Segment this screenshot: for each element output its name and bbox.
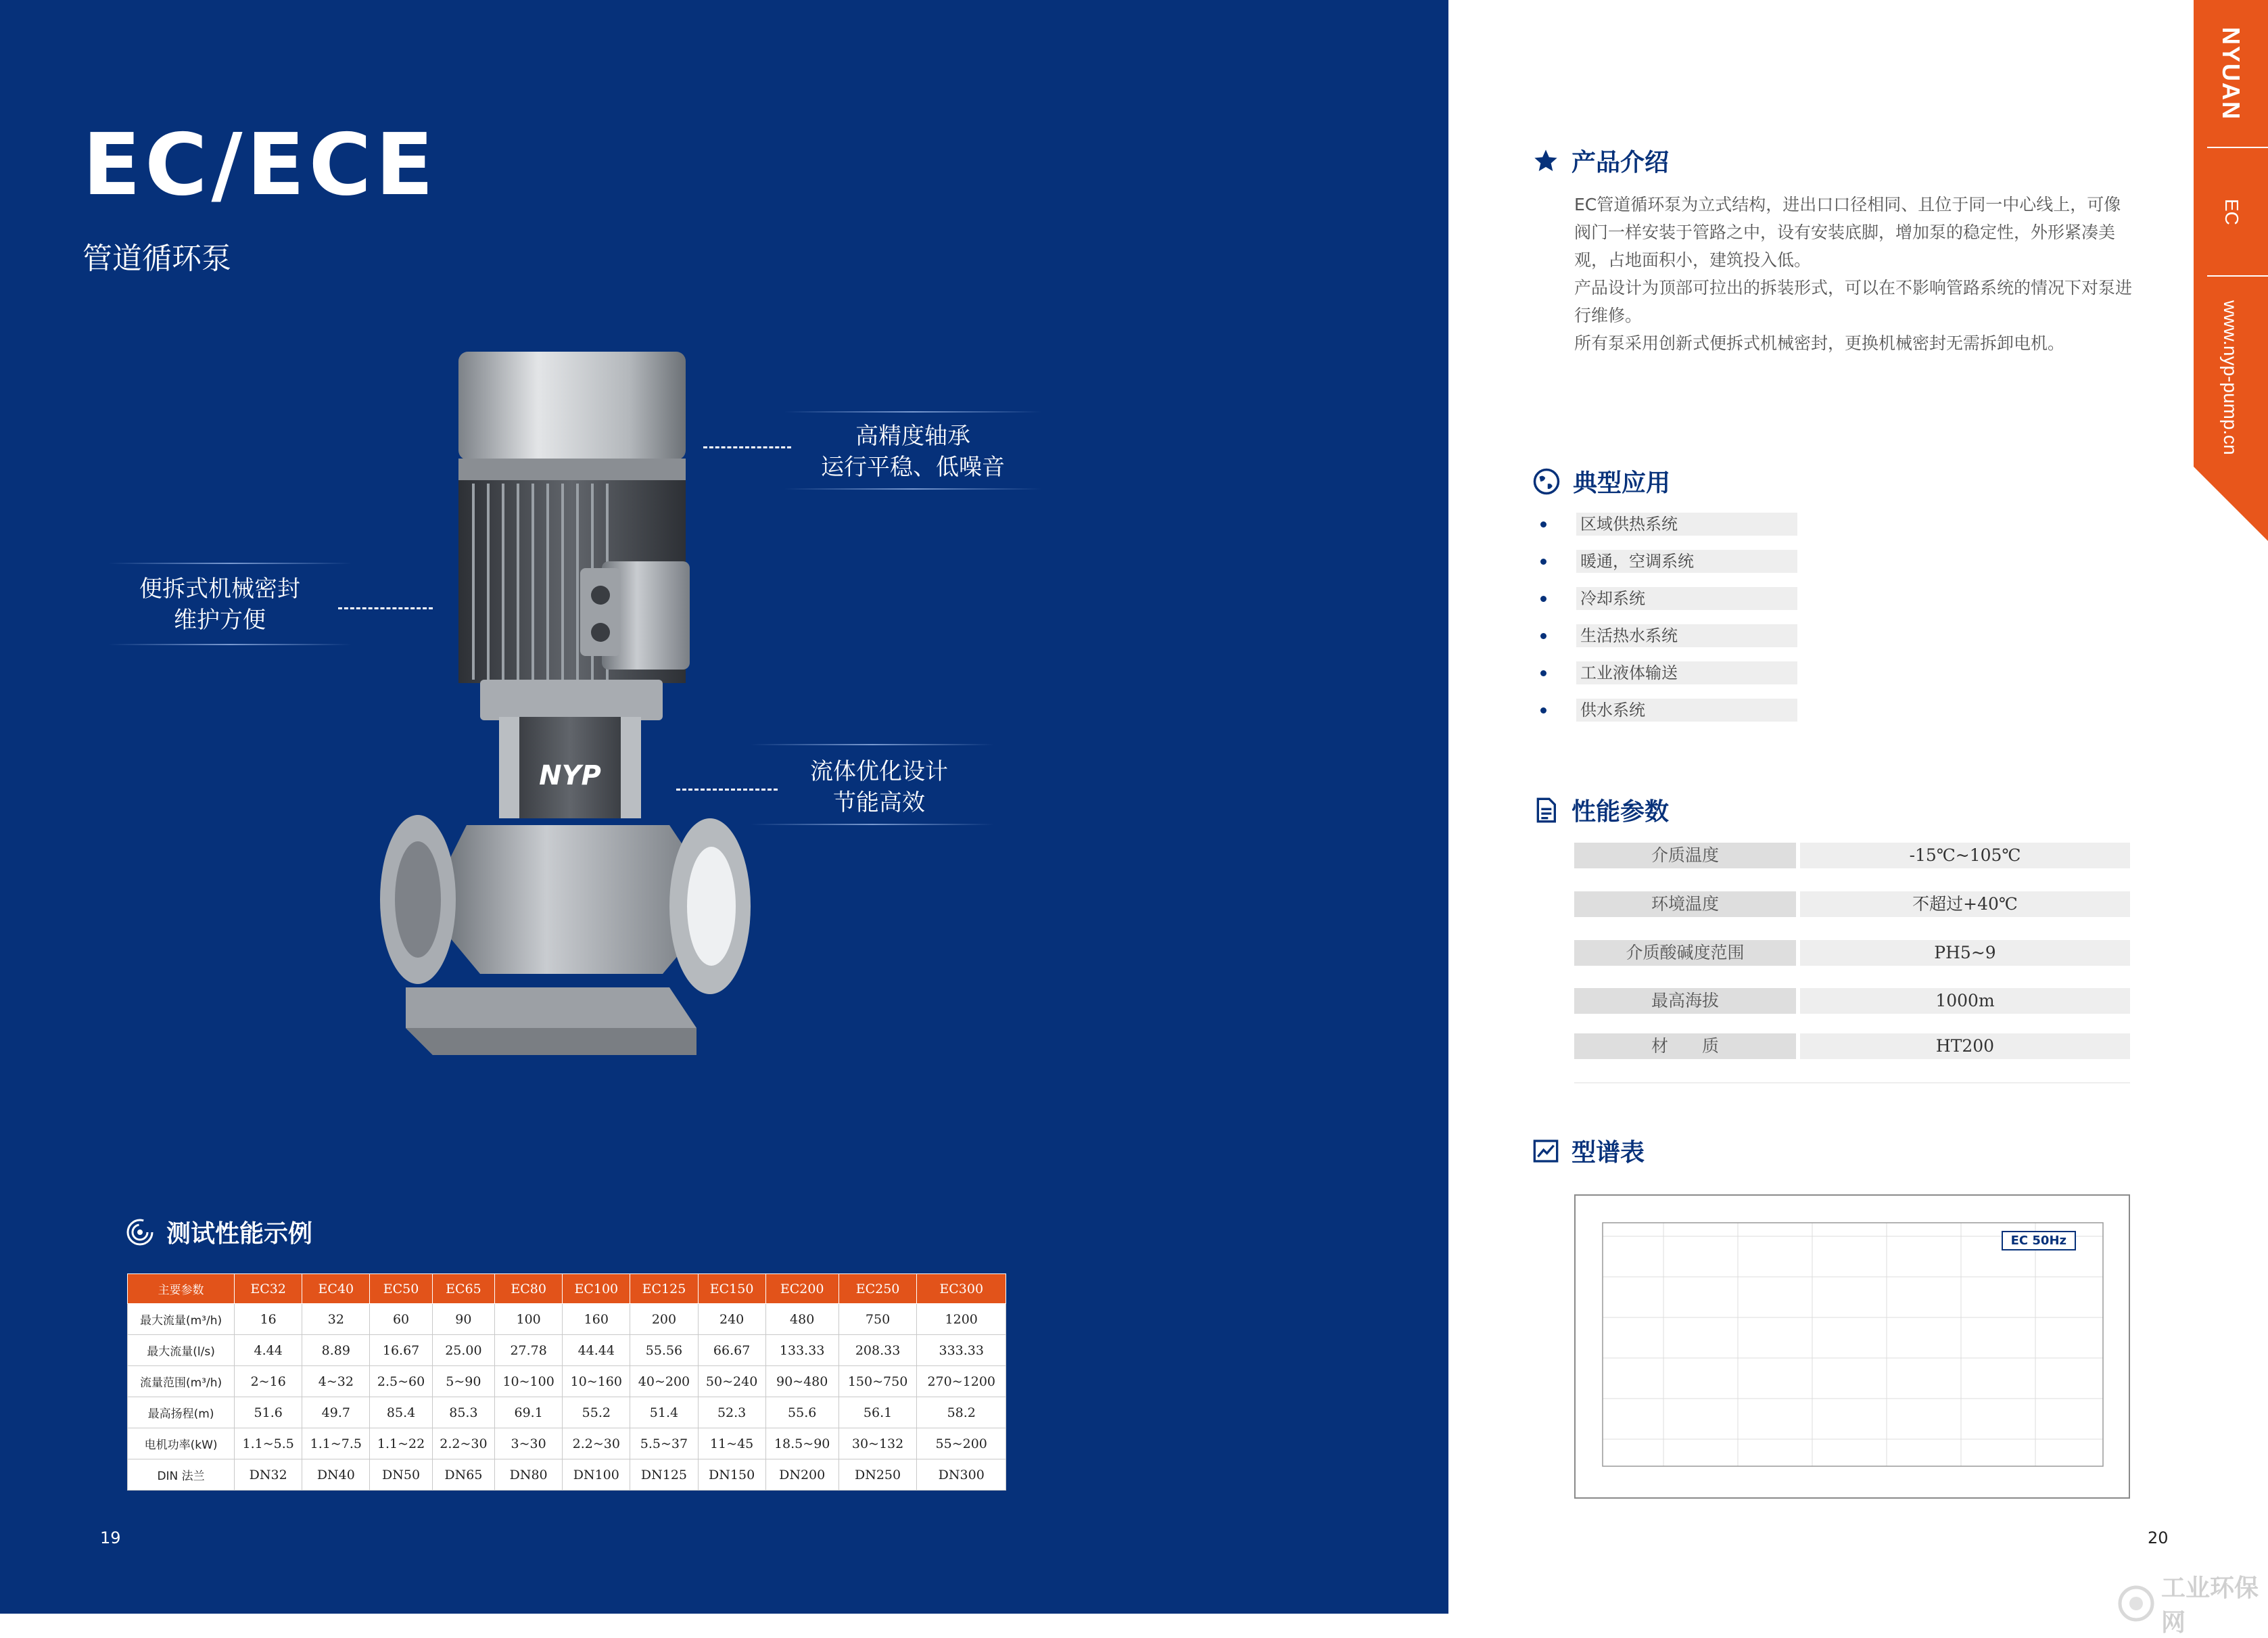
table-row: [128, 1428, 1006, 1459]
parameter-row: [1574, 843, 2130, 868]
page-number-left: 19: [100, 1528, 121, 1547]
table-cell: 51.6: [235, 1397, 302, 1428]
table-cell: DN200: [765, 1459, 838, 1491]
test-section-heading: [126, 1215, 312, 1249]
table-cell: 25.00: [432, 1335, 494, 1366]
application-label: 生活热水系统: [1576, 624, 1797, 647]
table-cell: 56.1: [838, 1397, 917, 1428]
table-row-label: DIN 法兰: [128, 1459, 235, 1491]
table-row-label: 流量范围(m³/h): [128, 1366, 235, 1397]
table-header-cell: EC32: [235, 1274, 302, 1304]
table-cell: 8.89: [302, 1335, 370, 1366]
callout-divider: [108, 563, 352, 564]
table-cell: 60: [370, 1304, 432, 1335]
bullet-icon: [1540, 670, 1546, 676]
table-cell: DN100: [563, 1459, 630, 1491]
pump-brand-logo: NYP: [539, 760, 601, 791]
table-cell: DN150: [698, 1459, 765, 1491]
table-body: [128, 1304, 1006, 1491]
parameter-value: PH5~9: [1800, 940, 2130, 966]
parameter-row: [1574, 891, 2130, 917]
application-item: [1540, 587, 1797, 610]
parameter-value: -15℃~105℃: [1800, 843, 2130, 868]
parameter-value: HT200: [1800, 1033, 2130, 1059]
test-section-title: 测试性能示例: [166, 1220, 313, 1248]
table-cell: 85.4: [370, 1397, 432, 1428]
chart-badge: EC 50Hz: [2002, 1231, 2076, 1250]
application-label: 供水系统: [1576, 699, 1797, 722]
parameters-divider: [1574, 1082, 2130, 1083]
table-cell: 30~132: [838, 1428, 917, 1459]
table-row: [128, 1335, 1006, 1366]
intro-body: [1574, 191, 2135, 357]
table-cell: DN40: [302, 1459, 370, 1491]
parameter-label: 介质温度: [1574, 843, 1796, 868]
table-cell: 10~160: [563, 1366, 630, 1397]
applications-title: 典型应用: [1573, 469, 1671, 497]
bullet-icon: [1540, 633, 1546, 639]
tab-series: EC: [2221, 199, 2242, 225]
table-row-label: 电机功率(kW): [128, 1428, 235, 1459]
table-header-cell: EC300: [917, 1274, 1006, 1304]
table-cell: 480: [765, 1304, 838, 1335]
table-cell: 16: [235, 1304, 302, 1335]
table-cell: DN50: [370, 1459, 432, 1491]
callout-divider: [784, 488, 1041, 490]
table-header-cell: EC50: [370, 1274, 432, 1304]
table-cell: 270~1200: [917, 1366, 1006, 1397]
table-cell: 18.5~90: [765, 1428, 838, 1459]
watermark: [2118, 1569, 2268, 1638]
applications-heading: [1532, 464, 1670, 498]
application-label: 区域供热系统: [1576, 513, 1797, 536]
table-cell: 150~750: [838, 1366, 917, 1397]
table-cell: 1.1~22: [370, 1428, 432, 1459]
table-cell: 1200: [917, 1304, 1006, 1335]
table-cell: 90~480: [765, 1366, 838, 1397]
table-cell: 2~16: [235, 1366, 302, 1397]
callout-divider: [751, 824, 994, 825]
parameter-label: 材 质: [1574, 1033, 1796, 1059]
spectrum-chart-frame: [1574, 1194, 2130, 1499]
parameter-value: 不超过+40℃: [1800, 891, 2130, 917]
trend-chart-icon: [1532, 1138, 1559, 1165]
table-header-cell: EC125: [630, 1274, 698, 1304]
table-cell: DN125: [630, 1459, 698, 1491]
table-cell: 5.5~37: [630, 1428, 698, 1459]
table-header-cell: EC40: [302, 1274, 370, 1304]
spiral-icon: [126, 1218, 154, 1246]
bullet-icon: [1540, 521, 1546, 528]
application-label: 暖通，空调系统: [1576, 550, 1797, 573]
table-cell: 69.1: [495, 1397, 563, 1428]
table-header-cell: 主要参数: [128, 1274, 235, 1304]
intro-title: 产品介绍: [1572, 149, 1670, 177]
table-cell: 27.78: [495, 1335, 563, 1366]
parameter-value: 1000m: [1800, 988, 2130, 1014]
parameter-label: 介质酸碱度范围: [1574, 940, 1796, 966]
intro-paragraph: 所有泵采用创新式便拆式机械密封，更换机械密封无需拆卸电机。: [1574, 333, 2065, 353]
product-title: EC/ECE: [82, 115, 438, 214]
table-cell: 5~90: [432, 1366, 494, 1397]
parameter-row: [1574, 1033, 2130, 1059]
callout-fluid: [764, 756, 994, 818]
table-header-row: [128, 1274, 1006, 1304]
table-cell: 100: [495, 1304, 563, 1335]
callout-seal-line1: 便拆式机械密封: [139, 576, 300, 603]
table-cell: 55.2: [563, 1397, 630, 1428]
parameter-label: 最高海拔: [1574, 988, 1796, 1014]
application-item: [1540, 699, 1797, 722]
callout-fluid-line1: 流体优化设计: [810, 758, 948, 785]
table-cell: DN65: [432, 1459, 494, 1491]
callout-bearing: [798, 421, 1028, 483]
bullet-icon: [1540, 559, 1546, 565]
table-cell: 11~45: [698, 1428, 765, 1459]
table-header-cell: EC80: [495, 1274, 563, 1304]
table-cell: DN32: [235, 1459, 302, 1491]
document-icon: [1532, 797, 1559, 824]
table-row-label: 最大流量(l/s): [128, 1335, 235, 1366]
performance-table: [127, 1273, 1006, 1491]
globe-icon: [1532, 467, 1561, 496]
table-cell: 1.1~5.5: [235, 1428, 302, 1459]
table-cell: 66.67: [698, 1335, 765, 1366]
bullet-icon: [1540, 707, 1546, 713]
table-cell: 2.2~30: [432, 1428, 494, 1459]
table-cell: 200: [630, 1304, 698, 1335]
callout-fluid-line2: 节能高效: [833, 789, 925, 816]
intro-heading: [1532, 143, 1669, 178]
table-row: [128, 1459, 1006, 1491]
watermark-logo-icon: [2118, 1585, 2154, 1622]
callout-divider: [108, 644, 352, 645]
table-row: [128, 1366, 1006, 1397]
intro-paragraph: 产品设计为顶部可拉出的拆装形式，可以在不影响管路系统的情况下对泵进行维修。: [1574, 278, 2133, 325]
tab-brand: NYUAN: [2217, 27, 2245, 121]
table-cell: 160: [563, 1304, 630, 1335]
parameter-row: [1574, 988, 2130, 1014]
table-cell: 55~200: [917, 1428, 1006, 1459]
table-cell: 50~240: [698, 1366, 765, 1397]
table-cell: 10~100: [495, 1366, 563, 1397]
table-row-label: 最大流量(m³/h): [128, 1304, 235, 1335]
table-cell: 333.33: [917, 1335, 1006, 1366]
spectrum-heading: [1532, 1133, 1645, 1168]
application-item: [1540, 624, 1797, 647]
table-cell: 2.2~30: [563, 1428, 630, 1459]
table-cell: 2.5~60: [370, 1366, 432, 1397]
table-cell: 1.1~7.5: [302, 1428, 370, 1459]
table-cell: 16.67: [370, 1335, 432, 1366]
page-number-right: 20: [2148, 1528, 2169, 1547]
table-cell: 750: [838, 1304, 917, 1335]
table-cell: 40~200: [630, 1366, 698, 1397]
callout-bearing-line2: 运行平稳、低噪音: [821, 454, 1005, 481]
table-header-cell: EC65: [432, 1274, 494, 1304]
callout-divider: [751, 744, 994, 745]
application-label: 工业液体输送: [1576, 661, 1797, 684]
table-cell: 133.33: [765, 1335, 838, 1366]
table-cell: DN300: [917, 1459, 1006, 1491]
application-label: 冷却系统: [1576, 587, 1797, 610]
table-cell: 90: [432, 1304, 494, 1335]
watermark-text: 工业环保网: [2161, 1574, 2259, 1637]
table-cell: 51.4: [630, 1397, 698, 1428]
intro-paragraph: EC管道循环泵为立式结构，进出口口径相同、且位于同一中心线上，可像阀门一样安装于管路之中，设有安装底脚，增加泵的稳定性，外形紧凑美观，占地面积小，建筑投入低。: [1574, 195, 2121, 270]
parameters-title: 性能参数: [1572, 798, 1670, 826]
callout-bearing-line1: 高精度轴承: [855, 423, 970, 450]
table-cell: 55.56: [630, 1335, 698, 1366]
callout-divider: [784, 411, 1041, 413]
application-item: [1540, 513, 1797, 536]
table-row-label: 最高扬程(m): [128, 1397, 235, 1428]
tab-website[interactable]: www.nyp-pump.cn: [2220, 300, 2241, 455]
table-cell: 4~32: [302, 1366, 370, 1397]
table-header-cell: EC250: [838, 1274, 917, 1304]
table-cell: DN250: [838, 1459, 917, 1491]
star-icon: [1532, 147, 1559, 174]
table-header-cell: EC100: [563, 1274, 630, 1304]
table-cell: 3~30: [495, 1428, 563, 1459]
application-item: [1540, 550, 1797, 573]
table-cell: 85.3: [432, 1397, 494, 1428]
table-cell: 55.6: [765, 1397, 838, 1428]
table-cell: 49.7: [302, 1397, 370, 1428]
product-subtitle: 管道循环泵: [82, 241, 231, 276]
table-cell: 240: [698, 1304, 765, 1335]
table-row: [128, 1397, 1006, 1428]
bullet-icon: [1540, 596, 1546, 602]
table-cell: 4.44: [235, 1335, 302, 1366]
table-row: [128, 1304, 1006, 1335]
table-cell: 32: [302, 1304, 370, 1335]
callout-seal-line2: 维护方便: [174, 607, 266, 634]
parameters-heading: [1532, 793, 1669, 827]
parameter-row: [1574, 940, 2130, 966]
application-item: [1540, 661, 1797, 684]
parameter-label: 环境温度: [1574, 891, 1796, 917]
spectrum-title: 型谱表: [1572, 1139, 1645, 1167]
table-cell: 58.2: [917, 1397, 1006, 1428]
table-header-cell: EC150: [698, 1274, 765, 1304]
pump-illustration: [379, 338, 757, 1075]
table-cell: 52.3: [698, 1397, 765, 1428]
table-header-cell: EC200: [765, 1274, 838, 1304]
table-cell: 44.44: [563, 1335, 630, 1366]
table-cell: 208.33: [838, 1335, 917, 1366]
callout-seal: [108, 574, 331, 636]
table-cell: DN80: [495, 1459, 563, 1491]
